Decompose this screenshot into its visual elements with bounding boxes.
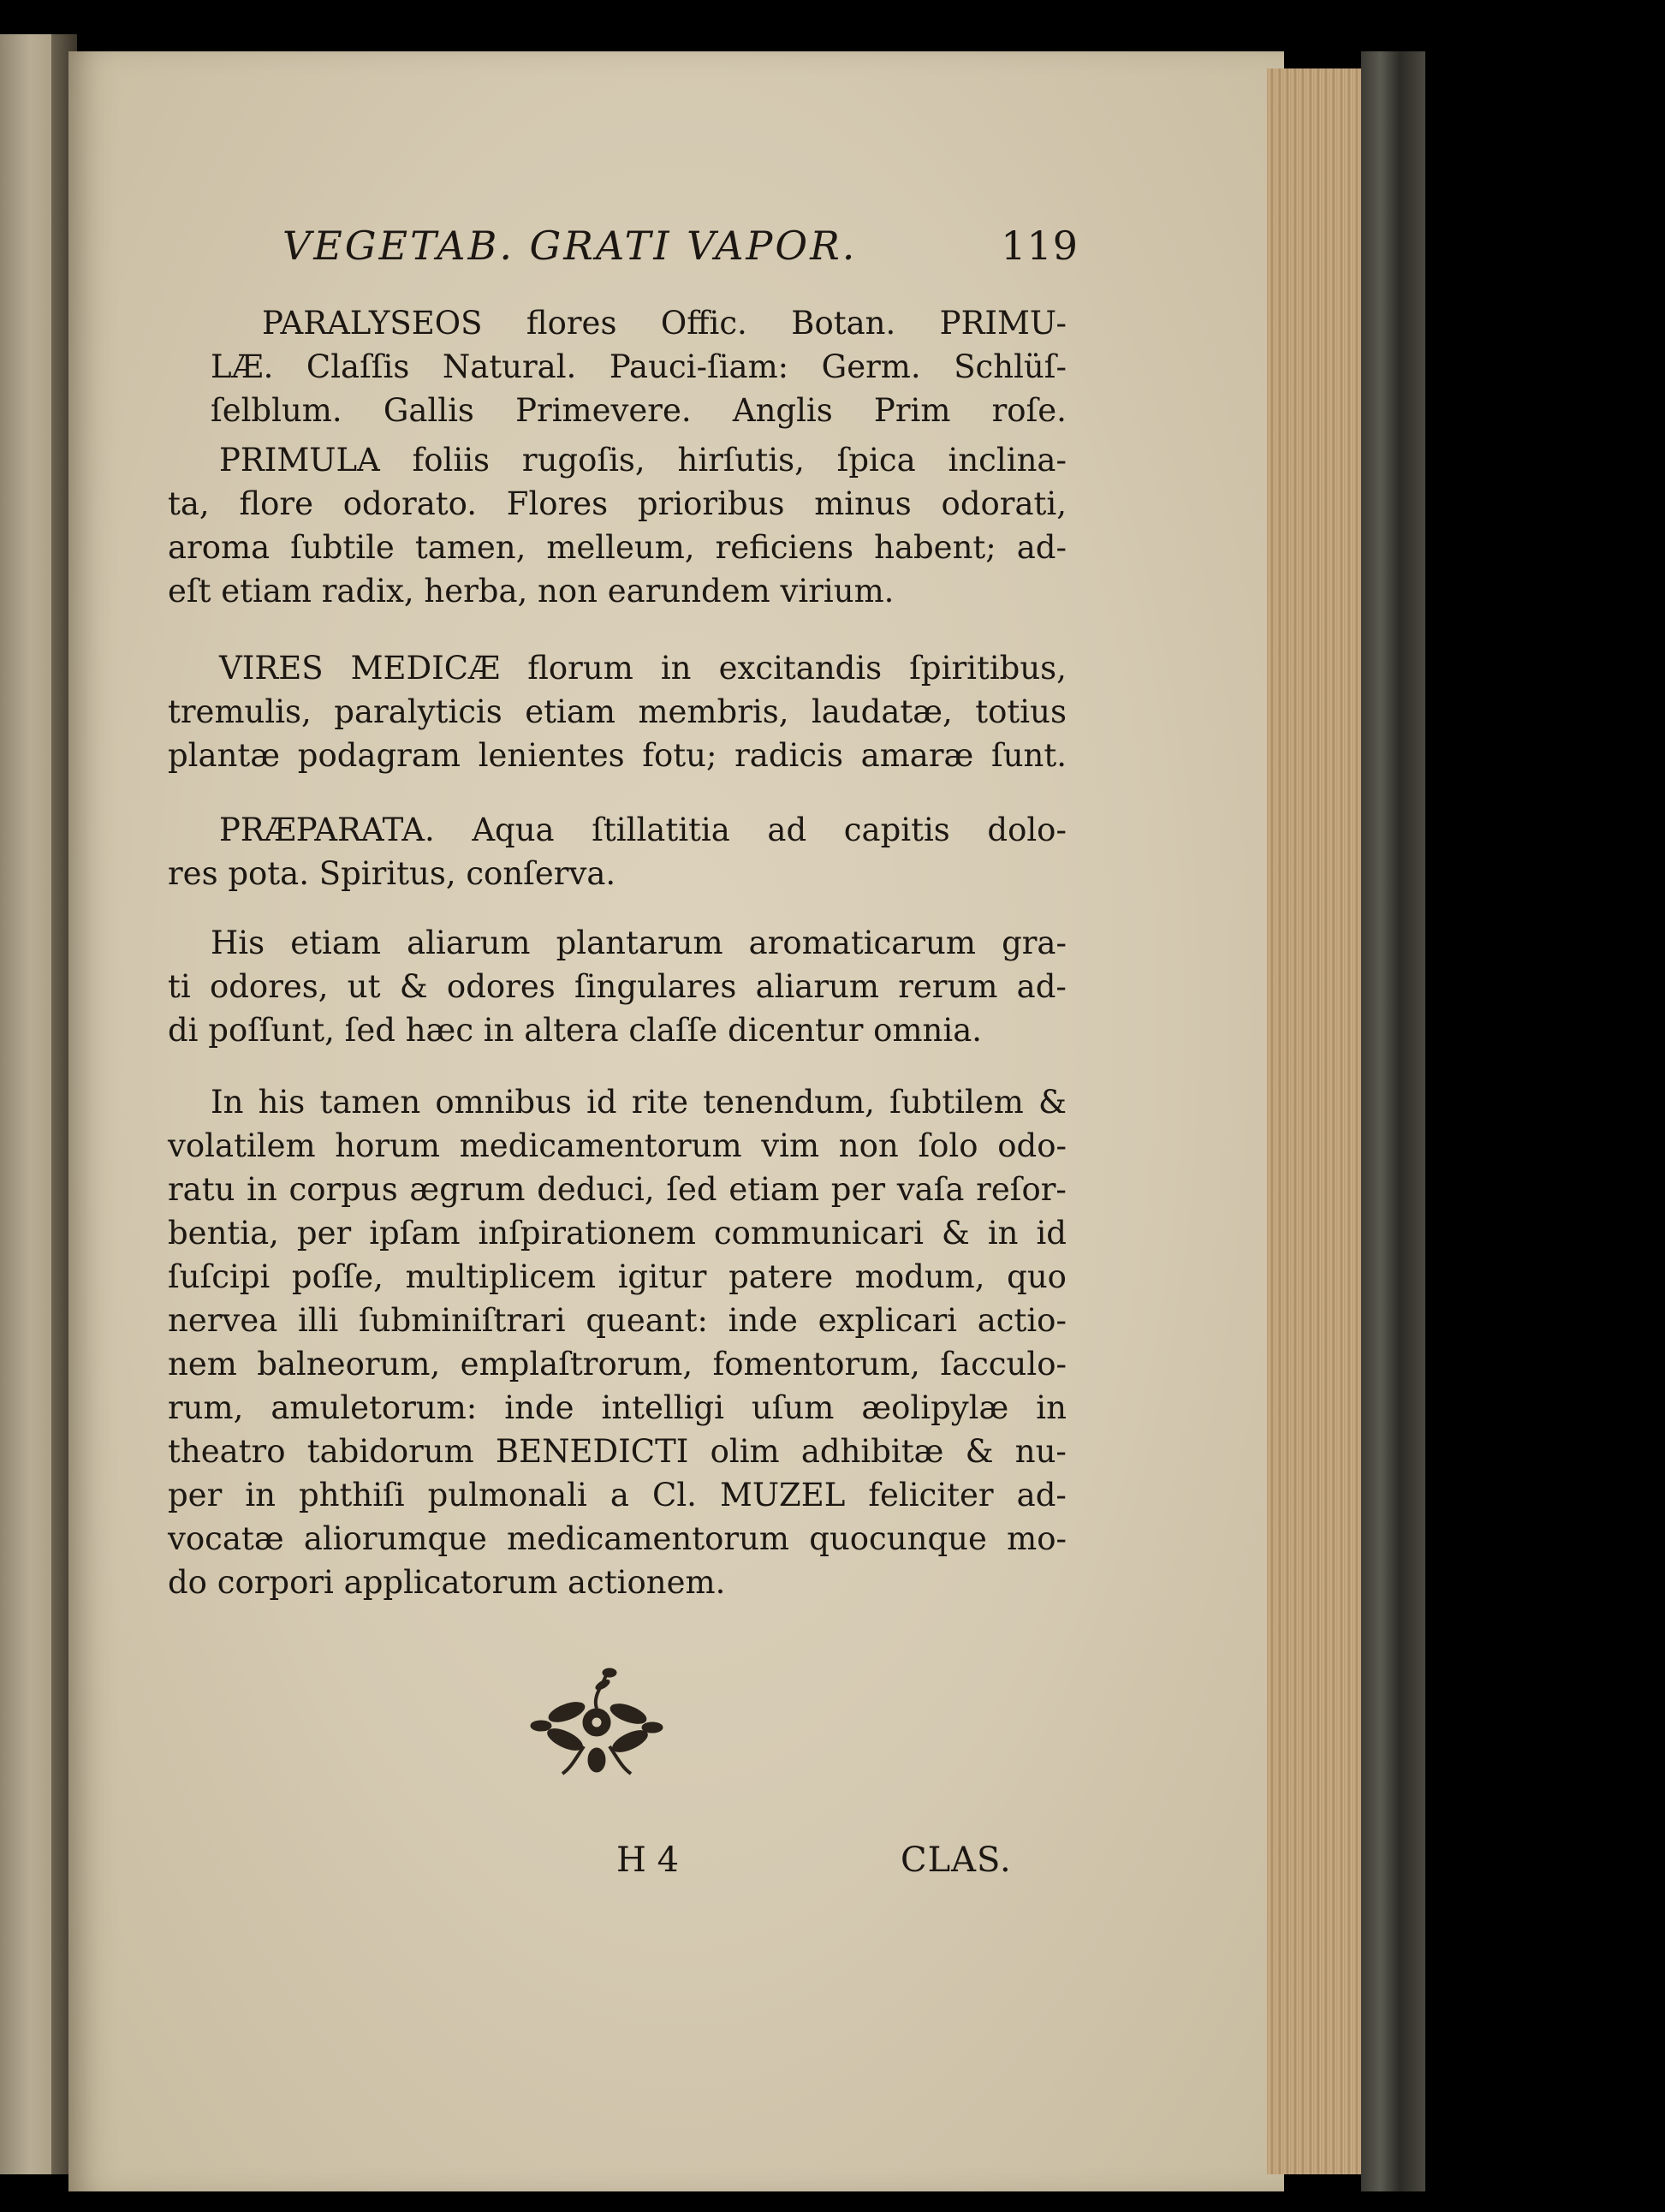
text-line: ti odores, ut & odores ſingulares aliarum rerum ad- <box>168 968 1067 1005</box>
text-line: In his tamen omnibus id rite tenendum, ſubtilem & <box>211 1084 1067 1121</box>
catchword: CLAS. <box>901 1840 1012 1880</box>
paragraph-1 <box>168 301 1067 432</box>
text-line: nem balneorum, emplaſtrorum, fomentorum, ſacculo- <box>168 1346 1067 1382</box>
paragraph-4 <box>168 808 1067 895</box>
text-line: vocatæ aliorumque medicamentorum quocunque mo- <box>168 1520 1067 1557</box>
text-line: res pota. Spiritus, conſerva. <box>168 855 616 892</box>
text-line: aroma ſubtile tamen, melleum, reficiens habent; ad- <box>168 529 1067 566</box>
page-edges <box>1267 68 1370 2174</box>
paragraph-5 <box>168 921 1067 1052</box>
text-line: His etiam aliarum plantarum aromaticarum gra- <box>211 925 1067 961</box>
text-line: eſt etiam radix, herba, non earundem virium. <box>168 573 895 609</box>
paragraph-2 <box>168 438 1067 613</box>
text-line: plantæ podagram lenientes fotu; radicis amaræ ſunt. <box>168 737 1067 774</box>
text-line: theatro tabidorum BENEDICTI olim adhibitæ & nu- <box>168 1433 1067 1470</box>
text-line: do corpori applicatorum actionem. <box>168 1564 726 1601</box>
text-line: ratu in corpus ægrum deduci, ſed etiam per vaſa reſor- <box>168 1171 1067 1208</box>
text-line: ſelblum. Gallis Primevere. Anglis Prim roſe. <box>211 392 1067 429</box>
text-line: tremulis, paralyticis etiam membris, laudatæ, totius <box>168 693 1067 730</box>
signature-mark: H 4 <box>616 1840 680 1880</box>
page-number: 119 <box>1001 223 1079 269</box>
running-title: VEGETAB. GRATI VAPOR. <box>282 223 858 269</box>
text-line: rum, amuletorum: inde intelligi uſum æolipylæ in <box>168 1389 1067 1426</box>
text-line: PRÆPARATA. Aqua ſtillatitia ad capitis dolo- <box>219 812 1067 848</box>
text-line: LÆ. Claſſis Natural. Pauci-ſiam: Germ. Schlüſ- <box>211 348 1067 385</box>
text-line: PARALYSEOS flores Offic. Botan. PRIMU- <box>262 305 1067 342</box>
text-line: per in phthiſi pulmonali a Cl. MUZEL feliciter ad- <box>168 1477 1067 1513</box>
text-line: nervea illi ſubminiſtrari queant: inde explicari actio- <box>168 1302 1067 1339</box>
paragraph-6 <box>168 1080 1067 1604</box>
text-line: ta, flore odorato. Flores prioribus minus odorati, <box>168 485 1067 522</box>
text-line: volatilem horum medicamentorum vim non ſolo odo- <box>168 1127 1067 1164</box>
text-line: PRIMULA foliis rugoſis, hirſutis, ſpica inclina- <box>219 442 1067 479</box>
text-line: ſuſcipi poſſe, multiplicem igitur patere modum, quo <box>168 1258 1067 1295</box>
text-line: di poſſunt, ſed hæc in altera claſſe dicentur omnia. <box>168 1012 983 1049</box>
text-line: bentia, per ipſam inſpirationem communicari & in id <box>168 1215 1067 1252</box>
text-line: VIRES MEDICÆ florum in excitandis ſpiritibus, <box>219 650 1067 687</box>
book-cover <box>1361 51 1425 2191</box>
floral-ornament-icon <box>524 1661 669 1781</box>
paragraph-3 <box>168 646 1067 777</box>
running-header <box>282 223 1079 269</box>
